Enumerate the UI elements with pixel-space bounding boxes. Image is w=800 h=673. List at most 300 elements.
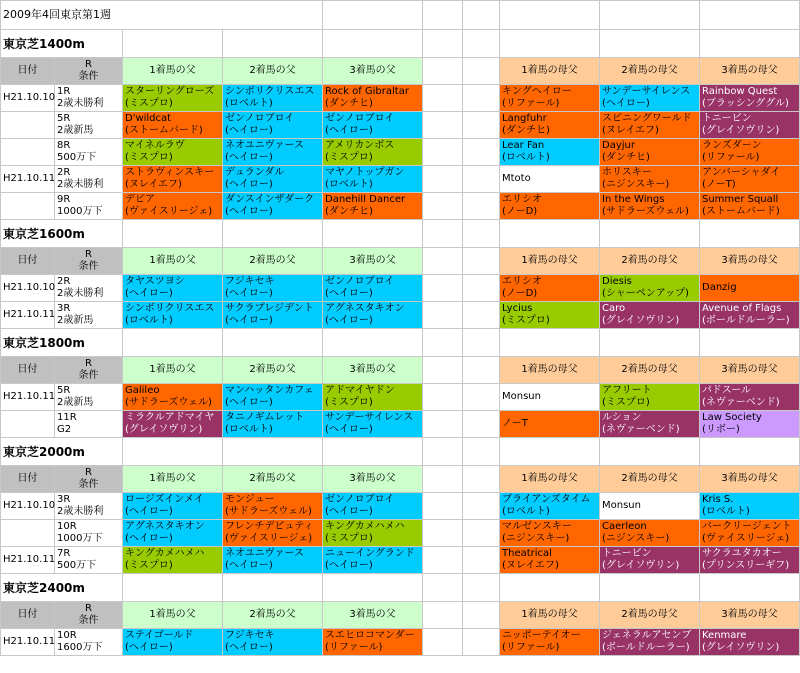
empty-cell[interactable] — [500, 220, 600, 248]
sire-cell-2[interactable] — [223, 493, 323, 520]
cell-line-2: (ヴァイスリージェ) — [702, 533, 790, 544]
sire-cell-3[interactable] — [323, 275, 423, 302]
cell-line-2: (ヘイロー) — [225, 560, 273, 571]
section-title[interactable]: 東京芝2400m — [1, 574, 123, 602]
cell-line-2: 500万下 — [57, 152, 97, 163]
damsire-cell-2[interactable] — [600, 302, 700, 329]
section-title[interactable]: 東京芝1600m — [1, 220, 123, 248]
empty-cell[interactable] — [223, 574, 323, 602]
cell-line-2: (グレイソヴリン) — [602, 560, 680, 571]
header-sire-1[interactable]: 1着馬の父 — [123, 248, 223, 275]
header-damsire-1[interactable]: 1着馬の母父 — [500, 58, 600, 85]
cell-line-2: (ミスプロ) — [325, 397, 373, 408]
empty-cell[interactable] — [423, 493, 463, 520]
date-cell[interactable]: H21.10.10 — [1, 85, 55, 112]
sire-cell-3[interactable] — [323, 139, 423, 166]
damsire-cell-1[interactable] — [500, 85, 600, 112]
sire-cell-1[interactable] — [123, 166, 223, 193]
empty-cell[interactable] — [423, 139, 463, 166]
empty-cell[interactable] — [500, 329, 600, 357]
race-cell[interactable] — [55, 85, 123, 112]
empty-cell[interactable] — [463, 493, 500, 520]
header-race[interactable] — [55, 602, 123, 629]
header-damsire-2[interactable]: 2着馬の母父 — [600, 248, 700, 275]
empty-cell[interactable] — [423, 466, 463, 493]
date-cell[interactable]: H21.10.11 — [1, 166, 55, 193]
cell-line-1: ゼンノロブロイ — [325, 276, 395, 287]
header-row — [1, 248, 800, 275]
cell-line-2: (ノーT) — [702, 179, 736, 190]
damsire-cell-1[interactable] — [500, 384, 600, 411]
empty-cell[interactable] — [223, 329, 323, 357]
cell-line-2: (グレイソヴリン) — [702, 642, 780, 653]
header-damsire-1[interactable]: 1着馬の母父 — [500, 466, 600, 493]
race-cell[interactable] — [55, 411, 123, 438]
date-cell[interactable] — [1, 411, 55, 438]
damsire-cell-3[interactable] — [700, 275, 800, 302]
sire-cell-1[interactable] — [123, 520, 223, 547]
sire-cell-2[interactable] — [223, 520, 323, 547]
cell-line-1: アンバーシャダイ — [702, 167, 781, 178]
header-sire-3[interactable]: 3着馬の父 — [323, 602, 423, 629]
empty-cell[interactable] — [463, 193, 500, 220]
date-cell[interactable]: H21.10.10 — [1, 275, 55, 302]
date-cell[interactable] — [1, 112, 55, 139]
empty-cell[interactable] — [423, 574, 463, 602]
sire-cell-2[interactable] — [223, 384, 323, 411]
damsire-cell-2[interactable] — [600, 629, 700, 656]
cell-line-2: (ダンチヒ) — [502, 125, 550, 136]
damsire-cell-2[interactable] — [600, 384, 700, 411]
damsire-cell-3[interactable] — [700, 302, 800, 329]
table-row — [1, 193, 800, 220]
sire-cell-2[interactable] — [223, 139, 323, 166]
empty-cell[interactable] — [463, 466, 500, 493]
empty-cell[interactable] — [423, 248, 463, 275]
cell-line-1: Lycius — [502, 303, 533, 314]
damsire-cell-2[interactable] — [600, 493, 700, 520]
empty-cell[interactable] — [423, 602, 463, 629]
header-damsire-3[interactable]: 3着馬の母父 — [700, 248, 800, 275]
cell-line-2: (ボールドルーラー) — [702, 315, 790, 326]
sire-cell-3[interactable] — [323, 302, 423, 329]
header-damsire-1[interactable]: 1着馬の母父 — [500, 602, 600, 629]
sire-cell-3[interactable] — [323, 547, 423, 574]
cell-line-1: マイネルラヴ — [125, 140, 185, 151]
date-cell[interactable]: H21.10.10 — [1, 493, 55, 520]
sire-cell-3[interactable] — [323, 85, 423, 112]
empty-cell[interactable] — [463, 220, 500, 248]
race-cell[interactable] — [55, 139, 123, 166]
sire-cell-2[interactable] — [223, 85, 323, 112]
damsire-cell-1[interactable] — [500, 629, 600, 656]
sire-cell-3[interactable] — [323, 520, 423, 547]
race-cell[interactable] — [55, 629, 123, 656]
sire-cell-1[interactable] — [123, 384, 223, 411]
date-cell[interactable] — [1, 520, 55, 547]
damsire-cell-1[interactable] — [500, 112, 600, 139]
empty-cell[interactable] — [423, 411, 463, 438]
header-damsire-3[interactable]: 3着馬の母父 — [700, 466, 800, 493]
sire-cell-1[interactable] — [123, 629, 223, 656]
race-cell[interactable] — [55, 166, 123, 193]
header-damsire-1[interactable]: 1着馬の母父 — [500, 248, 600, 275]
date-cell[interactable] — [1, 193, 55, 220]
empty-cell[interactable] — [323, 1, 423, 30]
empty-cell[interactable] — [423, 112, 463, 139]
cell-line-1: アグネスタキオン — [125, 521, 205, 532]
header-sire-1[interactable]: 1着馬の父 — [123, 58, 223, 85]
cell-line-2: 条件 — [78, 370, 99, 381]
empty-cell[interactable] — [423, 302, 463, 329]
header-damsire-1[interactable]: 1着馬の母父 — [500, 357, 600, 384]
damsire-cell-3[interactable] — [700, 139, 800, 166]
cell-line-2: (ヘイロー) — [325, 125, 373, 136]
race-cell[interactable] — [55, 493, 123, 520]
empty-cell[interactable] — [223, 30, 323, 58]
empty-cell[interactable] — [700, 1, 800, 30]
date-cell[interactable] — [1, 139, 55, 166]
empty-cell[interactable] — [123, 574, 223, 602]
header-date[interactable]: 日付 — [1, 58, 55, 85]
empty-cell[interactable] — [463, 30, 500, 58]
cell-line-2: (ヴァイスリージェ) — [225, 533, 313, 544]
header-sire-2[interactable]: 2着馬の父 — [223, 466, 323, 493]
empty-cell[interactable] — [463, 384, 500, 411]
table-row — [1, 493, 800, 520]
header-date[interactable]: 日付 — [1, 248, 55, 275]
empty-cell[interactable] — [423, 520, 463, 547]
header-damsire-2[interactable]: 2着馬の母父 — [600, 58, 700, 85]
empty-cell[interactable] — [463, 166, 500, 193]
empty-cell[interactable] — [223, 438, 323, 466]
empty-cell[interactable] — [700, 30, 800, 58]
cell-line-1: Mtoto — [502, 173, 531, 184]
header-date[interactable]: 日付 — [1, 466, 55, 493]
empty-cell[interactable] — [123, 30, 223, 58]
cell-line-1: モンジュー — [225, 494, 275, 505]
empty-cell[interactable] — [423, 438, 463, 466]
damsire-cell-2[interactable] — [600, 166, 700, 193]
header-sire-3[interactable]: 3着馬の父 — [323, 58, 423, 85]
empty-cell[interactable] — [423, 384, 463, 411]
sire-cell-3[interactable] — [323, 384, 423, 411]
damsire-cell-2[interactable] — [600, 411, 700, 438]
race-cell[interactable] — [55, 302, 123, 329]
sire-cell-1[interactable] — [123, 139, 223, 166]
cell-line-2: (ヌレイエフ) — [602, 125, 659, 136]
cell-line-2: (ノーD) — [502, 288, 538, 299]
empty-cell[interactable] — [463, 547, 500, 574]
damsire-cell-2[interactable] — [600, 139, 700, 166]
cell-line-2: (ヘイロー) — [225, 179, 273, 190]
cell-line-1: Monsun — [502, 391, 541, 402]
empty-cell[interactable] — [423, 547, 463, 574]
damsire-cell-1[interactable] — [500, 275, 600, 302]
sire-cell-1[interactable] — [123, 275, 223, 302]
empty-cell[interactable] — [223, 220, 323, 248]
cell-line-1: Caerleon — [602, 521, 647, 532]
damsire-cell-1[interactable] — [500, 166, 600, 193]
damsire-cell-3[interactable] — [700, 166, 800, 193]
cell-line-1: 3R — [57, 494, 71, 505]
empty-cell[interactable] — [323, 329, 423, 357]
header-sire-2[interactable]: 2着馬の父 — [223, 357, 323, 384]
sire-cell-3[interactable] — [323, 493, 423, 520]
damsire-cell-3[interactable] — [700, 520, 800, 547]
empty-cell[interactable] — [500, 438, 600, 466]
damsire-cell-1[interactable] — [500, 520, 600, 547]
sire-cell-3[interactable] — [323, 629, 423, 656]
header-race[interactable] — [55, 466, 123, 493]
header-sire-1[interactable]: 1着馬の父 — [123, 466, 223, 493]
empty-cell[interactable] — [463, 139, 500, 166]
cell-line-1: R — [85, 249, 92, 260]
date-cell[interactable]: H21.10.11 — [1, 384, 55, 411]
race-cell[interactable] — [55, 520, 123, 547]
empty-cell[interactable] — [323, 30, 423, 58]
damsire-cell-2[interactable] — [600, 520, 700, 547]
cell-line-2: 条件 — [78, 261, 99, 272]
sire-cell-2[interactable] — [223, 629, 323, 656]
date-cell[interactable]: H21.10.11 — [1, 629, 55, 656]
empty-cell[interactable] — [500, 1, 600, 30]
sire-cell-2[interactable] — [223, 547, 323, 574]
damsire-cell-1[interactable] — [500, 493, 600, 520]
sire-cell-1[interactable] — [123, 85, 223, 112]
cell-line-1: ストラヴィンスキー — [125, 167, 215, 178]
empty-cell[interactable] — [423, 58, 463, 85]
empty-cell[interactable] — [463, 58, 500, 85]
cell-line-1: 10R — [57, 521, 77, 532]
cell-line-2: (シャーペンアップ) — [602, 288, 689, 299]
empty-cell[interactable] — [423, 329, 463, 357]
race-cell[interactable] — [55, 384, 123, 411]
empty-cell[interactable] — [423, 220, 463, 248]
race-cell[interactable] — [55, 547, 123, 574]
empty-cell[interactable] — [600, 438, 700, 466]
empty-cell[interactable] — [423, 275, 463, 302]
sire-cell-1[interactable] — [123, 493, 223, 520]
cell-line-1: タヤスツヨシ — [125, 276, 185, 287]
header-sire-1[interactable]: 1着馬の父 — [123, 602, 223, 629]
cell-line-2: (ミスプロ) — [125, 98, 173, 109]
empty-cell[interactable] — [323, 220, 423, 248]
empty-cell[interactable] — [500, 574, 600, 602]
header-sire-3[interactable]: 3着馬の父 — [323, 248, 423, 275]
cell-line-2: (リファール) — [325, 642, 383, 653]
damsire-cell-3[interactable] — [700, 493, 800, 520]
cell-line-2: (ヘイロー) — [125, 533, 173, 544]
cell-line-1: ブライアンズタイム — [502, 494, 591, 505]
sire-cell-1[interactable] — [123, 112, 223, 139]
damsire-cell-3[interactable] — [700, 547, 800, 574]
empty-cell[interactable] — [463, 248, 500, 275]
cell-line-1: ゼンノロブロイ — [325, 494, 395, 505]
cell-line-1: ニッポーテイオー — [502, 630, 581, 641]
damsire-cell-2[interactable] — [600, 547, 700, 574]
empty-cell[interactable] — [463, 329, 500, 357]
damsire-cell-1[interactable] — [500, 411, 600, 438]
empty-cell[interactable] — [600, 1, 700, 30]
section-title[interactable]: 東京芝1800m — [1, 329, 123, 357]
empty-cell[interactable] — [463, 520, 500, 547]
sheet-title[interactable]: 2009年4回東京第1週 — [1, 1, 323, 30]
empty-cell[interactable] — [463, 302, 500, 329]
cell-line-2: (ボールドルーラー) — [602, 642, 690, 653]
header-damsire-3[interactable]: 3着馬の母父 — [700, 602, 800, 629]
empty-cell[interactable] — [423, 193, 463, 220]
sire-cell-1[interactable] — [123, 193, 223, 220]
empty-cell[interactable] — [463, 411, 500, 438]
cell-line-1: Caro — [602, 303, 626, 314]
damsire-cell-1[interactable] — [500, 302, 600, 329]
sire-cell-2[interactable] — [223, 193, 323, 220]
damsire-cell-3[interactable] — [700, 411, 800, 438]
empty-cell[interactable] — [423, 166, 463, 193]
sire-cell-2[interactable] — [223, 411, 323, 438]
cell-line-2: (ミスプロ) — [602, 397, 650, 408]
cell-line-2: (ネヴァーベンド) — [702, 397, 780, 408]
header-sire-1[interactable]: 1着馬の父 — [123, 357, 223, 384]
empty-cell[interactable] — [463, 275, 500, 302]
header-date[interactable]: 日付 — [1, 357, 55, 384]
date-cell[interactable]: H21.10.11 — [1, 302, 55, 329]
cell-line-1: In the Wings — [602, 194, 665, 205]
cell-line-2: (ヘイロー) — [225, 642, 273, 653]
header-damsire-2[interactable]: 2着馬の母父 — [600, 466, 700, 493]
damsire-cell-1[interactable] — [500, 193, 600, 220]
empty-cell[interactable] — [463, 1, 500, 30]
empty-cell[interactable] — [700, 438, 800, 466]
damsire-cell-1[interactable] — [500, 139, 600, 166]
header-date[interactable]: 日付 — [1, 602, 55, 629]
sire-cell-3[interactable] — [323, 166, 423, 193]
damsire-cell-2[interactable] — [600, 193, 700, 220]
sire-cell-1[interactable] — [123, 547, 223, 574]
damsire-cell-3[interactable] — [700, 112, 800, 139]
damsire-cell-3[interactable] — [700, 384, 800, 411]
cell-line-1: ノーT — [502, 418, 528, 429]
cell-line-2: 条件 — [78, 479, 99, 490]
header-row — [1, 466, 800, 493]
empty-cell[interactable] — [700, 329, 800, 357]
empty-cell[interactable] — [463, 574, 500, 602]
cell-line-2: (ダンチヒ) — [602, 152, 650, 163]
empty-cell[interactable] — [463, 602, 500, 629]
empty-cell[interactable] — [423, 629, 463, 656]
race-cell[interactable] — [55, 193, 123, 220]
damsire-cell-3[interactable] — [700, 193, 800, 220]
header-sire-2[interactable]: 2着馬の父 — [223, 602, 323, 629]
sire-cell-2[interactable] — [223, 302, 323, 329]
empty-cell[interactable] — [600, 574, 700, 602]
empty-cell[interactable] — [463, 85, 500, 112]
damsire-cell-2[interactable] — [600, 112, 700, 139]
empty-cell[interactable] — [423, 85, 463, 112]
header-damsire-2[interactable]: 2着馬の母父 — [600, 357, 700, 384]
empty-cell[interactable] — [463, 629, 500, 656]
empty-cell[interactable] — [423, 1, 463, 30]
table-row — [1, 384, 800, 411]
empty-cell[interactable] — [600, 220, 700, 248]
empty-cell[interactable] — [600, 329, 700, 357]
damsire-cell-1[interactable] — [500, 547, 600, 574]
date-cell[interactable]: H21.10.11 — [1, 547, 55, 574]
sire-cell-2[interactable] — [223, 112, 323, 139]
cell-line-2: 1000万下 — [57, 533, 103, 544]
header-race[interactable] — [55, 357, 123, 384]
damsire-cell-2[interactable] — [600, 85, 700, 112]
header-sire-3[interactable]: 3着馬の父 — [323, 466, 423, 493]
empty-cell[interactable] — [123, 220, 223, 248]
cell-line-2: 条件 — [78, 71, 99, 82]
empty-cell[interactable] — [123, 438, 223, 466]
cell-line-2: (ロベルト) — [225, 98, 273, 109]
sire-cell-1[interactable] — [123, 411, 223, 438]
sire-cell-1[interactable] — [123, 302, 223, 329]
damsire-cell-3[interactable] — [700, 629, 800, 656]
empty-cell[interactable] — [463, 438, 500, 466]
empty-cell[interactable] — [123, 329, 223, 357]
empty-cell[interactable] — [700, 574, 800, 602]
race-cell[interactable] — [55, 275, 123, 302]
cell-line-2: 2歳新馬 — [57, 315, 94, 326]
cell-line-1: R — [85, 358, 92, 369]
section-title[interactable]: 東京芝1400m — [1, 30, 123, 58]
sire-cell-3[interactable] — [323, 411, 423, 438]
cell-line-1: サンデーサイレンス — [325, 412, 414, 423]
empty-cell[interactable] — [500, 30, 600, 58]
empty-cell[interactable] — [463, 112, 500, 139]
header-damsire-3[interactable]: 3着馬の母父 — [700, 357, 800, 384]
damsire-cell-2[interactable] — [600, 275, 700, 302]
cell-line-1: アフリート — [602, 385, 652, 396]
cell-line-2: (ヘイロー) — [325, 560, 373, 571]
race-cell[interactable] — [55, 112, 123, 139]
header-damsire-2[interactable]: 2着馬の母父 — [600, 602, 700, 629]
sire-cell-2[interactable] — [223, 166, 323, 193]
cell-line-2: (ロベルト) — [325, 179, 373, 190]
header-damsire-3[interactable]: 3着馬の母父 — [700, 58, 800, 85]
empty-cell[interactable] — [600, 30, 700, 58]
section-title[interactable]: 東京芝2000m — [1, 438, 123, 466]
cell-line-2: (ヘイロー) — [125, 506, 173, 517]
cell-line-2: (ヘイロー) — [325, 506, 373, 517]
cell-line-1: Lear Fan — [502, 140, 545, 151]
sire-cell-2[interactable] — [223, 275, 323, 302]
empty-cell[interactable] — [423, 30, 463, 58]
empty-cell[interactable] — [323, 574, 423, 602]
table-row — [1, 520, 800, 547]
title-row — [1, 1, 800, 30]
empty-cell[interactable] — [423, 357, 463, 384]
header-race[interactable] — [55, 248, 123, 275]
empty-cell[interactable] — [323, 438, 423, 466]
header-row — [1, 602, 800, 629]
header-sire-2[interactable]: 2着馬の父 — [223, 248, 323, 275]
empty-cell[interactable] — [700, 220, 800, 248]
cell-line-2: (ダンチヒ) — [325, 98, 373, 109]
cell-line-1: 5R — [57, 113, 71, 124]
empty-cell[interactable] — [463, 357, 500, 384]
damsire-cell-3[interactable] — [700, 85, 800, 112]
header-sire-2[interactable]: 2着馬の父 — [223, 58, 323, 85]
header-sire-3[interactable]: 3着馬の父 — [323, 357, 423, 384]
header-race[interactable] — [55, 58, 123, 85]
sire-cell-3[interactable] — [323, 112, 423, 139]
sire-cell-3[interactable] — [323, 193, 423, 220]
